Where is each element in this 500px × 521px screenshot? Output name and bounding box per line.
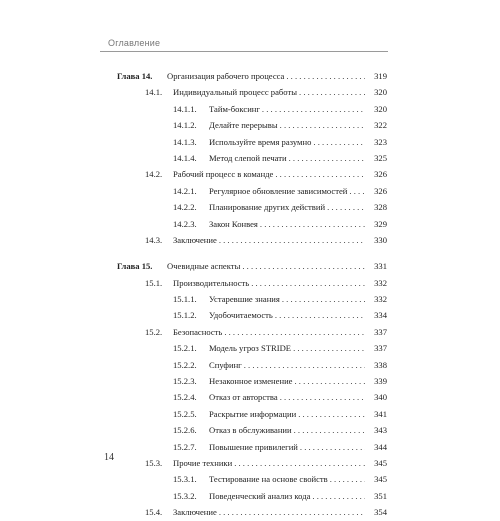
toc-entry-text: [173, 376, 294, 386]
toc-leader: [173, 488, 365, 504]
page-number: 14: [104, 452, 114, 463]
toc-entry-number: 14.2.1.: [173, 185, 197, 196]
running-head-title: Оглавление: [108, 38, 161, 48]
toc-chapter-entry[interactable]: [117, 68, 387, 84]
toc-entry-title: Тестирование на основе свойств: [209, 474, 328, 485]
toc-entry-number: 15.1.1.: [173, 294, 197, 305]
toc-section-entry[interactable]: [117, 275, 387, 291]
toc-subsection-entry[interactable]: [117, 389, 387, 405]
toc-subsection-entry[interactable]: [117, 216, 387, 232]
toc-section-entry[interactable]: [117, 504, 387, 520]
toc-entry-number: 15.2.1.: [173, 343, 197, 354]
toc-section-entry[interactable]: [117, 84, 387, 100]
toc-entry-title: Заключение: [173, 507, 217, 518]
toc-page-number: 341: [372, 406, 387, 422]
toc-entry-title: Прочие техники: [173, 457, 233, 468]
toc-page-number: 329: [372, 216, 387, 232]
toc-subsection-entry[interactable]: [117, 291, 387, 307]
toc-entry-text: [173, 104, 262, 114]
toc-leader: [173, 291, 365, 307]
toc-entry-text: [173, 425, 294, 435]
toc-entry-title: Отказ от авторства: [209, 392, 278, 403]
chapter-gap: [117, 248, 387, 258]
toc-entry-text: [145, 507, 219, 517]
toc-entry-title: Повышение привилегий: [209, 441, 298, 452]
toc-page-number: 351: [372, 488, 387, 504]
table-of-contents: [117, 68, 387, 521]
toc-entry-number: 15.1.: [145, 277, 163, 288]
toc-leader: [173, 373, 365, 389]
toc-entry-text: [173, 343, 293, 353]
toc-entry-title: Заключение: [173, 234, 217, 245]
toc-entry-title: Поведенческий анализ кода: [209, 490, 311, 501]
toc-entry-title: Раскрытие информации: [209, 408, 297, 419]
toc-leader: [145, 504, 365, 520]
toc-entry-text: [145, 278, 251, 288]
toc-entry-number: 15.2.7.: [173, 441, 197, 452]
toc-entry-number: 15.2.5.: [173, 408, 197, 419]
toc-leader: [173, 117, 365, 133]
toc-subsection-entry[interactable]: [117, 406, 387, 422]
toc-section-entry[interactable]: [117, 455, 387, 471]
toc-subsection-entry[interactable]: [117, 150, 387, 166]
toc-entry-number: 15.1.2.: [173, 310, 197, 321]
toc-leader: [173, 150, 365, 166]
toc-entry-title: Рабочий процесс в команде: [173, 169, 274, 180]
toc-entry-title: Устаревшие знания: [209, 294, 280, 305]
toc-page-number: 325: [372, 150, 387, 166]
toc-subsection-entry[interactable]: [117, 117, 387, 133]
toc-entry-number: 15.3.1.: [173, 474, 197, 485]
toc-chapter-entry[interactable]: [117, 258, 387, 274]
toc-leader: [173, 216, 365, 232]
toc-entry-text: [173, 409, 298, 419]
toc-entry-title: Незаконное изменение: [209, 376, 293, 387]
toc-page-number: 337: [372, 340, 387, 356]
toc-entry-title: Спуфинг: [209, 359, 242, 370]
toc-entry-text: [173, 186, 349, 196]
toc-leader: [173, 134, 365, 150]
toc-entry-title: Используйте время разумно: [209, 136, 312, 147]
toc-page-number: 326: [372, 183, 387, 199]
toc-entry-number: 15.3.2.: [173, 490, 197, 501]
toc-page-number: 319: [372, 68, 387, 84]
toc-entry-number: 14.3.: [145, 234, 163, 245]
toc-entry-title: Закон Конвея: [209, 218, 258, 229]
toc-leader: [173, 422, 365, 438]
toc-entry-number: 14.1.2.: [173, 120, 197, 131]
toc-entry-number: Глава 14.: [117, 71, 153, 81]
toc-entry-text: [117, 261, 242, 271]
toc-entry-text: [173, 392, 280, 402]
toc-entry-text: [145, 235, 219, 245]
toc-leader: [173, 357, 365, 373]
toc-entry-number: 14.1.4.: [173, 152, 197, 163]
toc-entry-text: [145, 169, 275, 179]
toc-entry-title: Делайте перерывы: [209, 120, 278, 131]
toc-entry-text: [173, 360, 244, 370]
toc-entry-text: [173, 474, 330, 484]
toc-entry-text: [173, 294, 282, 304]
toc-entry-title: Отказ в обслуживании: [209, 425, 292, 436]
toc-entry-text: [173, 219, 260, 229]
toc-entry-text: [173, 137, 313, 147]
toc-page-number: 326: [372, 166, 387, 182]
toc-leader: [145, 275, 365, 291]
toc-subsection-entry[interactable]: [117, 199, 387, 215]
toc-entry-number: 15.2.6.: [173, 425, 197, 436]
toc-entry-number: 14.1.3.: [173, 136, 197, 147]
toc-page-number: 344: [372, 439, 387, 455]
toc-subsection-entry[interactable]: [117, 373, 387, 389]
toc-page-number: 332: [372, 275, 387, 291]
toc-page-number: 337: [372, 324, 387, 340]
toc-page-number: 328: [372, 199, 387, 215]
toc-entry-title: Удобочитаемость: [209, 310, 273, 321]
toc-leader: [145, 324, 365, 340]
toc-page-number: 320: [372, 101, 387, 117]
toc-subsection-entry[interactable]: [117, 307, 387, 323]
toc-page-number: 343: [372, 422, 387, 438]
toc-leader: [173, 406, 365, 422]
toc-leader: [173, 307, 365, 323]
toc-entry-text: [173, 120, 280, 130]
toc-page-number: 322: [372, 117, 387, 133]
toc-section-entry[interactable]: [117, 166, 387, 182]
toc-entry-number: 14.1.1.: [173, 103, 197, 114]
toc-entry-title: Модель угроз STRIDE: [209, 343, 292, 354]
toc-entry-title: Безопасность: [173, 326, 223, 337]
toc-page-number: 320: [372, 84, 387, 100]
toc-leader: [145, 166, 365, 182]
toc-entry-number: 15.2.: [145, 326, 163, 337]
toc-subsection-entry[interactable]: [117, 134, 387, 150]
toc-subsection-entry[interactable]: [117, 101, 387, 117]
toc-page-number: 345: [372, 471, 387, 487]
toc-entry-text: [173, 310, 275, 320]
toc-entry-title: Очевидные аспекты: [167, 261, 241, 272]
toc-subsection-entry[interactable]: [117, 183, 387, 199]
toc-entry-number: Глава 15.: [117, 261, 153, 272]
toc-entry-title: Регулярное обновление зависимостей: [209, 185, 348, 196]
toc-leader: [173, 101, 365, 117]
toc-page-number: 339: [372, 373, 387, 389]
toc-entry-number: 15.2.2.: [173, 359, 197, 370]
toc-leader: [173, 183, 365, 199]
toc-leader: [173, 439, 365, 455]
toc-page-number: 332: [372, 291, 387, 307]
toc-entry-text: [173, 491, 312, 501]
toc-entry-number: 15.2.4.: [173, 392, 197, 403]
toc-entry-text: [145, 458, 234, 468]
toc-subsection-entry[interactable]: [117, 422, 387, 438]
toc-leader: [145, 232, 365, 248]
toc-entry-text: [117, 71, 286, 81]
header-rule: [100, 51, 388, 52]
toc-page-number: 340: [372, 389, 387, 405]
toc-section-entry[interactable]: [117, 232, 387, 248]
toc-entry-number: 14.1.: [145, 87, 163, 98]
toc-entry-number: 15.2.3.: [173, 376, 197, 387]
toc-leader: [173, 199, 365, 215]
toc-leader: [145, 84, 365, 100]
toc-subsection-entry[interactable]: [117, 357, 387, 373]
toc-entry-number: 14.2.3.: [173, 218, 197, 229]
toc-subsection-entry[interactable]: [117, 471, 387, 487]
toc-subsection-entry[interactable]: [117, 488, 387, 504]
toc-leader: [145, 455, 365, 471]
toc-leader: [173, 471, 365, 487]
toc-entry-number: 14.2.: [145, 169, 163, 180]
toc-page-number: 338: [372, 357, 387, 373]
toc-page-number: 354: [372, 504, 387, 520]
toc-entry-text: [145, 327, 224, 337]
toc-entry-text: [173, 202, 327, 212]
toc-entry-text: [145, 87, 299, 97]
toc-page-number: 345: [372, 455, 387, 471]
toc-leader: [173, 340, 365, 356]
toc-entry-number: 15.3.: [145, 457, 163, 468]
toc-subsection-entry[interactable]: [117, 439, 387, 455]
toc-entry-title: Производительность: [173, 277, 250, 288]
toc-entry-number: 14.2.2.: [173, 202, 197, 213]
toc-leader: [117, 68, 365, 84]
toc-subsection-entry[interactable]: [117, 340, 387, 356]
toc-page-number: 330: [372, 232, 387, 248]
toc-entry-number: 15.4.: [145, 507, 163, 518]
toc-entry-title: Организация рабочего процесса: [167, 71, 285, 81]
toc-leader: [173, 389, 365, 405]
toc-entry-title: Метод слепой печати: [209, 152, 287, 163]
toc-page-number: 323: [372, 134, 387, 150]
toc-entry-title: Индивидуальный процесс работы: [173, 87, 298, 98]
toc-page-number: 334: [372, 307, 387, 323]
toc-page-number: 331: [372, 258, 387, 274]
toc-section-entry[interactable]: [117, 324, 387, 340]
toc-entry-text: [173, 442, 300, 452]
toc-leader: [117, 258, 365, 274]
toc-entry-text: [173, 153, 289, 163]
toc-entry-title: Планирование других действий: [209, 202, 326, 213]
toc-entry-title: Тайм-боксинг: [209, 103, 260, 114]
